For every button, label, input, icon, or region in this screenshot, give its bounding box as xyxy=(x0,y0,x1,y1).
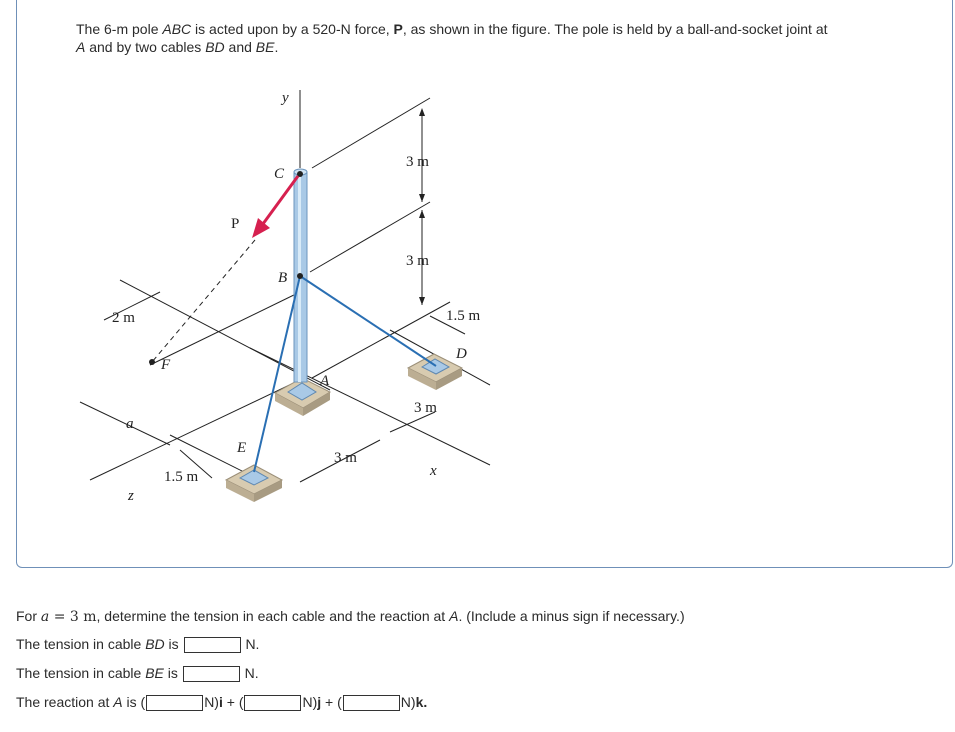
cable-be xyxy=(254,276,300,472)
unit-label: N) xyxy=(204,694,219,710)
cable-bd-name: BD xyxy=(205,39,225,55)
label-dim-3m-d: 3 m xyxy=(414,400,437,416)
row-label: is xyxy=(163,665,178,681)
label-dim-3m-mid: 3 m xyxy=(406,253,429,269)
label-y: y xyxy=(282,90,289,106)
point-b xyxy=(297,273,303,279)
joint-name: A xyxy=(76,39,86,55)
question-point-a: A xyxy=(449,608,459,624)
tension-bd-row xyxy=(16,635,259,653)
unit-label: N. xyxy=(244,665,259,681)
reaction-az-input[interactable] xyxy=(343,695,400,711)
geometry-lines xyxy=(80,90,490,485)
label-a-dim: a xyxy=(126,416,134,432)
force-symbol: P xyxy=(393,21,403,37)
question-part: . (Include a minus sign if necessary.) xyxy=(458,608,685,624)
pole-figure xyxy=(60,80,520,510)
unit-vector-j: j xyxy=(317,694,322,710)
question-part: , determine the tension in each cable and the reaction at xyxy=(96,608,450,624)
statement-text: and xyxy=(224,39,256,55)
row-point-a: A xyxy=(113,694,123,710)
label-dim-15m-right: 1.5 m xyxy=(446,308,481,324)
label-dim-2m: 2 m xyxy=(112,310,135,326)
row-label: + ( xyxy=(222,694,244,710)
row-label: is xyxy=(164,636,179,652)
label-dim-3m-top: 3 m xyxy=(406,154,429,170)
label-p: P xyxy=(231,216,240,232)
unit-vector-i: i xyxy=(218,694,223,710)
statement-text: The 6-m pole xyxy=(76,21,163,37)
row-label: The tension in cable xyxy=(16,636,146,652)
row-label: The reaction at xyxy=(16,694,114,710)
variable-a: a xyxy=(40,609,50,625)
ref-line-f xyxy=(150,292,300,365)
question-part: For xyxy=(16,608,41,624)
row-cable-bd: BD xyxy=(145,636,165,652)
unit-label: N) xyxy=(400,694,416,710)
statement-text: . xyxy=(274,39,279,55)
tension-bd-input[interactable] xyxy=(184,637,241,653)
row-label: + ( xyxy=(321,694,342,710)
unit-label: N. xyxy=(245,636,260,652)
row-cable-be: BE xyxy=(145,665,164,681)
reaction-ax-input[interactable] xyxy=(146,695,203,711)
statement-text: is acted upon by a 520-N force, xyxy=(191,21,394,37)
label-c: C xyxy=(274,166,285,182)
point-f xyxy=(149,359,155,365)
label-z: z xyxy=(128,488,134,504)
statement-text: and by two cables xyxy=(85,39,206,55)
question-text xyxy=(16,607,685,626)
row-label: The tension in cable xyxy=(16,665,146,681)
cable-be-name: BE xyxy=(255,39,275,55)
unit-vector-k: k. xyxy=(415,694,428,710)
label-f: F xyxy=(161,357,171,373)
force-p-shaft xyxy=(260,176,298,228)
unit-label: N) xyxy=(302,694,318,710)
reaction-ay-input[interactable] xyxy=(244,695,301,711)
row-label: is ( xyxy=(122,694,146,710)
reaction-a-row xyxy=(16,693,427,711)
label-e: E xyxy=(237,440,247,456)
problem-statement xyxy=(76,20,936,56)
a-dim-line xyxy=(80,402,170,445)
force-p-arrowhead xyxy=(252,218,270,238)
label-a: A xyxy=(320,373,330,389)
label-dim-3m-bottom: 3 m xyxy=(334,450,357,466)
tension-be-row xyxy=(16,664,259,682)
base-plate-d xyxy=(408,354,462,390)
force-line-of-action xyxy=(152,240,255,362)
label-b: B xyxy=(278,270,288,286)
label-x: x xyxy=(430,463,437,479)
tension-be-input[interactable] xyxy=(183,666,240,682)
pole-name: ABC xyxy=(162,21,192,37)
label-d: D xyxy=(456,346,467,362)
variable-value: = 3 m xyxy=(49,609,97,625)
statement-text: , as shown in the figure. The pole is held by a ball-and-socket joint at xyxy=(402,21,828,37)
z-axis-line xyxy=(90,380,300,480)
label-dim-15m-left: 1.5 m xyxy=(164,469,199,485)
